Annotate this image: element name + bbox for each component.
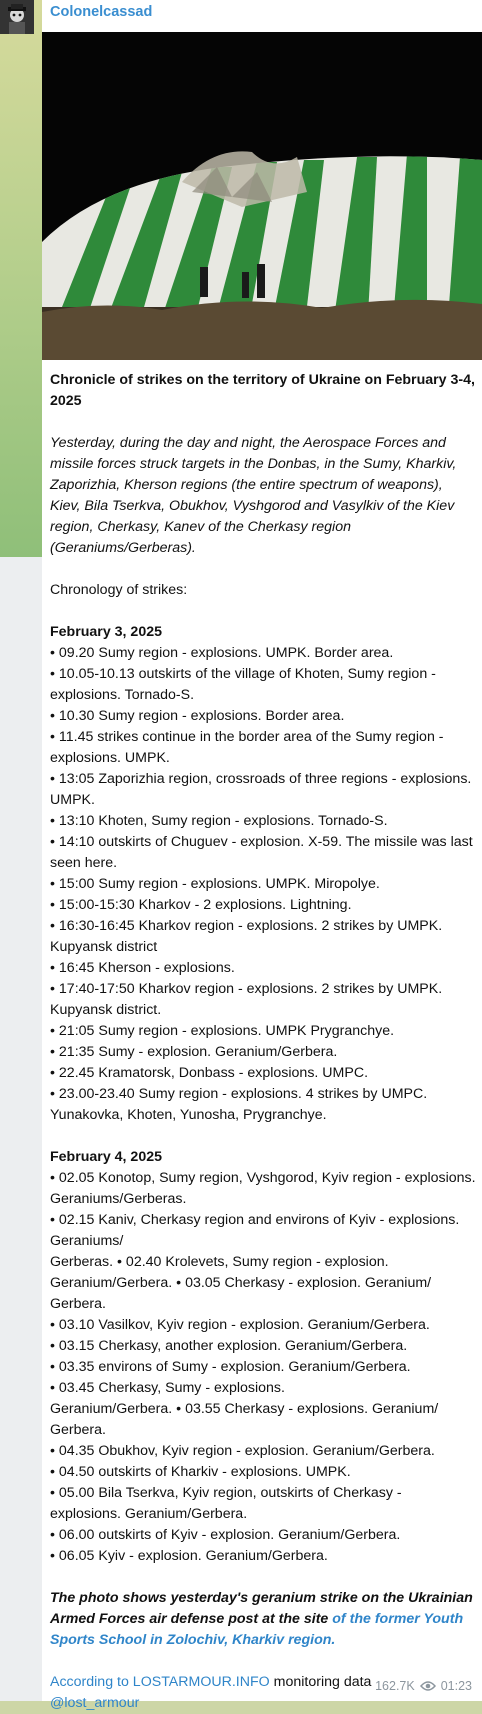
list-item: • 16:30-16:45 Kharkov region - explosions. 2 strikes by UMPK. Kupyansk district	[50, 918, 443, 955]
list-item: • 16:45 Kherson - explosions.	[50, 960, 235, 976]
list-item: • 03.45 Cherkasy, Sumy - explosions.	[50, 1380, 285, 1396]
list-item: • 23.00-23.40 Sumy region - explosions. 4 strikes by UMPC. Yunakovka, Khoten, Yunosha, Prygranchye.	[50, 1086, 428, 1123]
day1-date: February 3, 2025	[50, 624, 162, 640]
list-item: • 10.05-10.13 outskirts of the village of Khoten, Sumy region - explosions. Tornado-S.	[50, 666, 436, 703]
day2-date: February 4, 2025	[50, 1149, 162, 1165]
list-item: • 06.00 outskirts of Kyiv - explosion. Geranium/Gerbera.	[50, 1527, 401, 1543]
list-item: • 04.35 Obukhov, Kyiv region - explosion. Geranium/Gerbera.	[50, 1443, 435, 1459]
list-item: • 03.10 Vasilkov, Kyiv region - explosion. Geranium/Gerbera.	[50, 1317, 430, 1333]
list-item: • 02.05 Konotop, Sumy region, Vyshgorod, Kyiv region - explosions. Geraniums/Gerberas.	[50, 1170, 476, 1207]
chronology-label: Chronology of strikes:	[50, 582, 188, 598]
lost-armour-handle-link[interactable]: @lost_armour	[50, 1695, 140, 1711]
message-bubble	[42, 0, 482, 1711]
message-meta	[375, 1679, 472, 1693]
list-item: • 21:35 Sumy - explosion. Geranium/Gerbera.	[50, 1044, 338, 1060]
sender-name[interactable]: Colonelcassad	[50, 4, 153, 20]
list-item: • 05.00 Bila Tserkva, Kyiv region, outskirts of Cherkasy - explosions. Geranium/Gerbera.	[50, 1485, 402, 1522]
view-count: 162.7K	[375, 1679, 415, 1693]
day1-list	[50, 643, 476, 1126]
post-text	[50, 370, 476, 1714]
post-title: Chronicle of strikes on the territory of Ukraine on February 3-4, 2025	[50, 372, 475, 409]
list-item: • 14:10 outskirts of Chuguev - explosion. X-59. The missile was last seen here.	[50, 834, 473, 871]
list-item: • 15:00-15:30 Kharkov - 2 explosions. Lightning.	[50, 897, 352, 913]
post-intro: Yesterday, during the day and night, the Aerospace Forces and missile forces struck targets in the Donbas, in the Sumy, Kharkiv, Zaporizhia, Kherson regions (the entire spectrum of weapons), Kiev, Bila Tserkva, Obukhov, Vyshgorod and Vasylkiv of the Kiev region, Cherkasy, Kanev of the Cherkasy region (Geraniums/Gerberas).	[50, 435, 457, 556]
list-item: • 13:05 Zaporizhia region, crossroads of three regions - explosions. UMPK.	[50, 771, 472, 808]
list-item: • 03.35 environs of Sumy - explosion. Geranium/Gerbera.	[50, 1359, 411, 1375]
zolochiv-link[interactable]: of the former Youth Sports School in Zolochiv, Kharkiv region.	[50, 1611, 464, 1648]
list-item: • 04.50 outskirts of Kharkiv - explosions. UMPK.	[50, 1464, 351, 1480]
list-item: • 09.20 Sumy region - explosions. UMPK. Border area.	[50, 645, 394, 661]
list-item: • 22.45 Kramatorsk, Donbass - explosions. UMPC.	[50, 1065, 369, 1081]
list-item: • 15:00 Sumy region - explosions. UMPK. Miropolye.	[50, 876, 380, 892]
closing-text: The photo shows yesterday's geranium strike on the Ukrainian Armed Forces air defense post at the site	[50, 1590, 473, 1627]
list-item: • 21:05 Sumy region - explosions. UMPK Prygranchye.	[50, 1023, 395, 1039]
list-item: • 13:10 Khoten, Sumy region - explosions. Tornado-S.	[50, 813, 388, 829]
list-item: • 03.15 Cherkasy, another explosion. Geranium/Gerbera.	[50, 1338, 408, 1354]
list-item: • 11.45 strikes continue in the border area of the Sumy region - explosions. UMPK.	[50, 729, 444, 766]
avatar[interactable]	[0, 0, 34, 34]
post-photo[interactable]	[42, 32, 482, 360]
hangar-photo-image	[42, 32, 482, 360]
list-item: • 10.30 Sumy region - explosions. Border area.	[50, 708, 345, 724]
list-item: • 02.15 Kaniv, Cherkasy region and environs of Kyiv - explosions. Geraniums/	[50, 1212, 460, 1249]
source-text: monitoring data	[269, 1674, 372, 1690]
lostarmour-link[interactable]: According to LOSTARMOUR.INFO	[50, 1674, 270, 1690]
closing-paragraph	[50, 1588, 476, 1651]
avatar-icon	[0, 0, 34, 34]
message-time: 01:23	[440, 1679, 472, 1693]
list-item: • 17:40-17:50 Kharkov region - explosions. 2 strikes by UMPK. Kupyansk district.	[50, 981, 443, 1018]
eye-icon	[420, 1680, 436, 1692]
day2-list	[50, 1168, 476, 1567]
list-item: • 06.05 Kyiv - explosion. Geranium/Gerbera.	[50, 1548, 328, 1564]
list-item: Gerberas. • 02.40 Krolevets, Sumy region - explosion. Geranium/Gerbera. • 03.05 Cherkasy - explosion. Geranium/ Gerbera.	[50, 1254, 432, 1312]
list-item: Geranium/Gerbera. • 03.55 Cherkasy - explosions. Geranium/ Gerbera.	[50, 1401, 439, 1438]
